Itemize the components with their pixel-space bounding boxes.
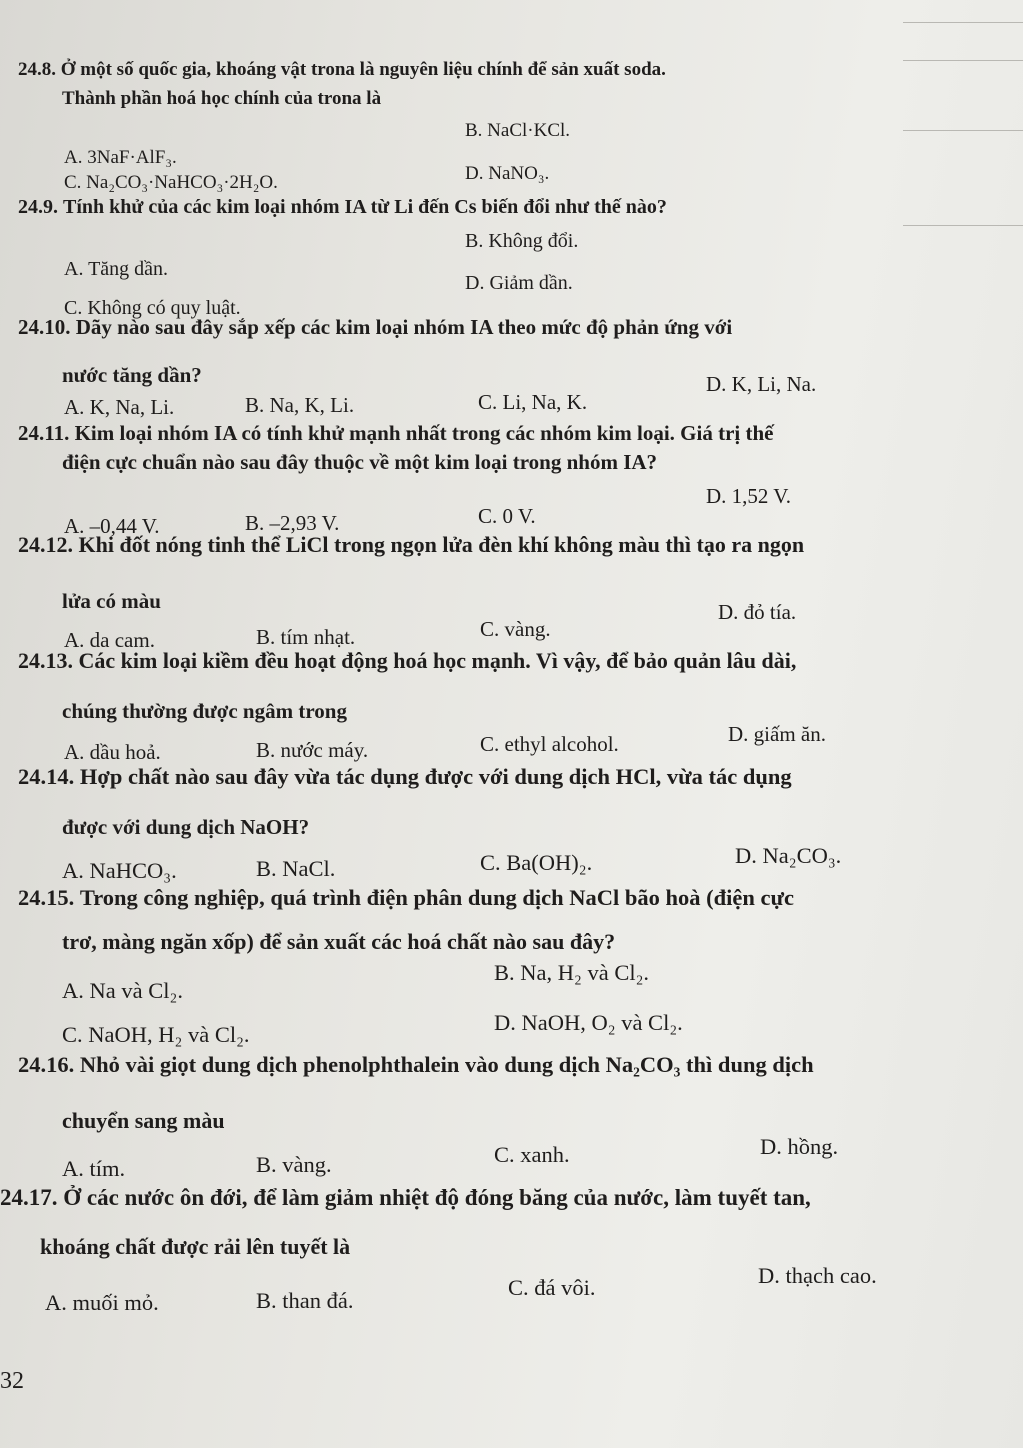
page-edge-line (903, 22, 1023, 23)
question-stem: Khi đốt nóng tinh thể LiCl trong ngọn lửa đèn khí không màu thì tạo ra ngọn (78, 532, 805, 557)
question-number: 24.15. (18, 885, 75, 910)
question-stem: Ở một số quốc gia, khoáng vật trona là nguyên liệu chính để sản xuất soda. (60, 59, 666, 80)
option-a[interactable]: A. da cam. (64, 628, 155, 652)
option-b[interactable]: B. nước máy. (256, 738, 369, 762)
option-a[interactable]: A. –0,44 V. (64, 514, 160, 538)
question-24-14 (18, 762, 792, 792)
option-b[interactable]: B. vàng. (256, 1152, 332, 1177)
question-stem: Hợp chất nào sau đây vừa tác dụng được với dung dịch HCl, vừa tác dụng (79, 764, 792, 789)
option-a[interactable]: A. 3NaF·AlF₃. (64, 147, 177, 168)
question-24-13 (18, 646, 796, 676)
option-d[interactable]: D. Na₂CO₃. (735, 843, 842, 868)
option-c[interactable]: C. xanh. (494, 1142, 570, 1167)
question-stem: Trong công nghiệp, quá trình điện phân dung dịch NaCl bão hoà (điện cực (79, 885, 794, 910)
option-c[interactable]: C. đá vôi. (508, 1275, 596, 1300)
question-stem-line2: được với dung dịch NaOH? (62, 815, 310, 839)
question-stem-line2: Thành phần hoá học chính của trona là (62, 88, 382, 109)
question-stem-line2: chúng thường được ngâm trong (62, 699, 347, 723)
option-d[interactable]: D. Giảm dần. (465, 272, 573, 294)
option-a[interactable]: A. dầu hoả. (64, 740, 161, 764)
option-b[interactable]: B. NaCl. (256, 856, 336, 881)
option-a[interactable]: A. Na và Cl₂. (62, 978, 183, 1003)
option-c[interactable]: C. 0 V. (478, 504, 536, 528)
question-number: 24.17. (0, 1185, 58, 1210)
question-stem: Ở các nước ôn đới, để làm giảm nhiệt độ đóng băng của nước, làm tuyết tan, (63, 1185, 811, 1210)
option-d[interactable]: D. giấm ăn. (728, 722, 826, 746)
option-a[interactable]: A. tím. (62, 1156, 126, 1181)
option-c[interactable]: C. Ba(OH)₂. (480, 850, 593, 875)
option-b[interactable]: B. Na, H₂ và Cl₂. (494, 960, 650, 985)
question-stem: Kim loại nhóm IA có tính khử mạnh nhất trong các nhóm kim loại. Giá trị thế (74, 421, 774, 445)
page-edge-line (903, 130, 1023, 131)
option-b[interactable]: B. Na, K, Li. (245, 393, 355, 417)
option-b[interactable]: B. –2,93 V. (245, 511, 340, 535)
question-24-15 (18, 883, 794, 913)
page-number: 32 (0, 1368, 24, 1394)
option-c[interactable]: C. vàng. (480, 617, 551, 641)
question-stem: Dãy nào sau đây sắp xếp các kim loại nhóm IA theo mức độ phản ứng với (75, 315, 733, 339)
question-24-8 (18, 55, 666, 85)
option-b[interactable]: B. tím nhạt. (256, 625, 356, 649)
question-24-10 (18, 312, 732, 342)
option-b[interactable]: B. NaCl·KCl. (465, 120, 571, 141)
option-d[interactable]: D. 1,52 V. (706, 484, 791, 508)
question-stem-line2: điện cực chuẩn nào sau đây thuộc về một kim loại trong nhóm IA? (62, 450, 658, 474)
question-24-16 (18, 1050, 814, 1080)
question-24-9 (18, 192, 667, 222)
question-stem-line2: nước tăng dần? (62, 363, 202, 387)
option-c[interactable]: C. ethyl alcohol. (480, 732, 619, 756)
question-number: 24.9. (18, 196, 58, 218)
option-d[interactable]: D. hồng. (760, 1134, 839, 1159)
option-c[interactable]: C. Không có quy luật. (64, 297, 241, 319)
question-stem-line2: chuyển sang màu (62, 1108, 225, 1133)
option-d[interactable]: D. NaOH, O₂ và Cl₂. (494, 1010, 683, 1035)
question-number: 24.14. (18, 764, 75, 789)
question-stem-line2: khoáng chất được rải lên tuyết là (40, 1234, 351, 1259)
question-stem: Các kim loại kiềm đều hoạt động hoá học mạnh. Vì vậy, để bảo quản lâu dài, (78, 648, 797, 673)
question-stem: Nhỏ vài giọt dung dịch phenolphthalein vào dung dịch Na₂CO₃ thì dung dịch (79, 1052, 814, 1077)
question-number: 24.10. (18, 315, 71, 339)
question-number: 24.8. (18, 59, 56, 80)
question-24-17 (0, 1183, 811, 1213)
question-stem-line2: trơ, màng ngăn xốp) để sản xuất các hoá chất nào sau đây? (62, 929, 616, 954)
option-b[interactable]: B. than đá. (256, 1288, 354, 1313)
page-edge-line (903, 225, 1023, 226)
option-c[interactable]: C. Na₂CO₃·NaHCO₃·2H₂O. (64, 172, 278, 193)
question-number: 24.11. (18, 421, 70, 445)
option-d[interactable]: D. đỏ tía. (718, 600, 797, 624)
question-number: 24.13. (18, 648, 73, 673)
option-d[interactable]: D. NaNO₃. (465, 163, 550, 184)
option-c[interactable]: C. NaOH, H₂ và Cl₂. (62, 1022, 250, 1047)
option-a[interactable]: A. muối mỏ. (45, 1290, 159, 1315)
option-b[interactable]: B. Không đổi. (465, 230, 579, 252)
option-a[interactable]: A. K, Na, Li. (64, 395, 175, 419)
question-24-11 (18, 418, 773, 448)
question-stem-line2: lửa có màu (62, 589, 161, 613)
option-a[interactable]: A. Tăng dần. (64, 258, 169, 280)
question-number: 24.16. (18, 1052, 75, 1077)
option-d[interactable]: D. thạch cao. (758, 1263, 877, 1288)
question-24-12 (18, 530, 804, 560)
option-c[interactable]: C. Li, Na, K. (478, 390, 588, 414)
option-a[interactable]: A. NaHCO₃. (62, 858, 177, 883)
question-number: 24.12. (18, 532, 73, 557)
option-d[interactable]: D. K, Li, Na. (706, 372, 817, 396)
page-edge-line (903, 60, 1023, 61)
question-stem: Tính khử của các kim loại nhóm IA từ Li đến Cs biến đổi như thế nào? (63, 196, 667, 218)
